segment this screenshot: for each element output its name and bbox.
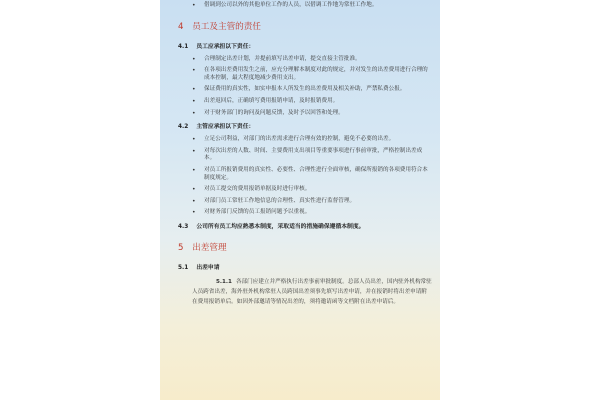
subsection-number: 4.3 bbox=[178, 223, 189, 230]
list-item bbox=[170, 110, 432, 118]
bullet-icon: • bbox=[192, 136, 196, 144]
section-5-heading bbox=[178, 243, 432, 254]
bullet-icon: • bbox=[192, 67, 196, 75]
bullet-icon: • bbox=[192, 186, 196, 194]
subsection-title: 主管应承担以下责任： bbox=[196, 124, 255, 131]
list-item bbox=[170, 136, 432, 144]
paragraph-number: 5.1.1 bbox=[216, 278, 232, 285]
list-item bbox=[170, 2, 432, 10]
subsection-4-3-heading bbox=[178, 223, 432, 231]
list-item-text: 对员工提交的费用报销单据及时进行审核。 bbox=[204, 186, 311, 193]
list-item-text: 对财务部门反馈的员工报销问题予以重视。 bbox=[204, 209, 311, 216]
list-item-text: 对每次出差的人数、时间、主要费用支出项目等重要事项进行事前审批，严格控制出差成本。 bbox=[204, 147, 423, 162]
section-number: 4 bbox=[178, 21, 184, 32]
list-item-text: 对部门员工常驻工作地信息的合理性、真实性进行监督管理。 bbox=[204, 197, 356, 204]
bullet-icon: • bbox=[192, 55, 196, 63]
subsection-number: 4.2 bbox=[178, 124, 189, 131]
list-item bbox=[170, 186, 432, 194]
subsection-number: 4.1 bbox=[178, 43, 189, 50]
paragraph-text: 各部门应建立并严格执行出差事前审批制度。总部人员出差，国内驻外机构常驻人员跨省出差，海外驻外机构常驻人员跨国出差须事先填写出差申请，并在报销时将出差申请附在费用报销单后。如因外部邀请等情况出差的，须将邀请函等文档附在出差申请后。 bbox=[192, 278, 432, 305]
section-4-heading bbox=[178, 22, 432, 33]
list-item bbox=[170, 86, 432, 94]
list-item bbox=[170, 98, 432, 106]
list-item bbox=[170, 67, 432, 82]
document-content bbox=[170, 2, 432, 307]
list-item bbox=[170, 167, 432, 182]
list-item-text: 在各项出差费用发生之前，应充分理解本制度对此的规定，并对发生的出差费用进行合理的成本控制，最大程度地减少费用支出。 bbox=[204, 67, 428, 81]
section-title: 员工及主管的责任 bbox=[192, 21, 261, 32]
subsection-title: 出差申请 bbox=[196, 264, 220, 271]
bullet-icon: • bbox=[192, 147, 196, 155]
bullet-icon: • bbox=[192, 109, 196, 117]
subsection-5-1-heading bbox=[178, 264, 432, 272]
bullet-icon: • bbox=[192, 86, 196, 94]
bullet-icon: • bbox=[192, 209, 196, 217]
list-item-text: 出差返回后，正确填写费用报销申请，及时报销费用。 bbox=[204, 97, 339, 104]
list-item bbox=[170, 56, 432, 64]
list-item-text: 对员工所报销费用的真实性、必要性、合理性进行全面审核，确保所报销的各项费用符合本制度规定。 bbox=[204, 166, 428, 181]
bullet-icon: • bbox=[192, 166, 196, 174]
subsection-number: 5.1 bbox=[178, 264, 189, 271]
list-item-text: 借调到公司以外的其他单位工作的人员，以借调工作地为常驻工作地。 bbox=[204, 2, 378, 8]
subsection-title: 公司所有员工均应熟悉本制度，采取适当的措施确保遵循本制度。 bbox=[196, 223, 365, 230]
list-item-text: 保证费用的真实性，如实申报本人所发生的出差费用及相关补助，严禁私费公报。 bbox=[204, 86, 406, 93]
subsection-4-2-heading bbox=[178, 123, 432, 131]
bullet-icon: • bbox=[192, 2, 196, 9]
list-item bbox=[170, 198, 432, 206]
document-page bbox=[160, 0, 440, 400]
bullet-icon: • bbox=[192, 197, 196, 205]
list-item-text: 对于财务部门的询问及问题反馈，及时予以回答和处理。 bbox=[204, 109, 344, 116]
list-item-text: 合理制定出差计划，并提前填写出差申请，提交直接主管批准。 bbox=[204, 55, 361, 62]
paragraph bbox=[170, 277, 432, 307]
section-title: 出差管理 bbox=[192, 242, 227, 253]
list-item bbox=[170, 148, 432, 163]
list-item-text: 立足公司利益，对部门的出差需求进行合理有效的控制，避免不必要的出差。 bbox=[204, 136, 395, 143]
subsection-4-1-heading bbox=[178, 43, 432, 51]
list-item bbox=[170, 209, 432, 217]
bullet-icon: • bbox=[192, 97, 196, 105]
subsection-title: 员工应承担以下责任： bbox=[196, 43, 255, 50]
section-number: 5 bbox=[178, 242, 184, 253]
